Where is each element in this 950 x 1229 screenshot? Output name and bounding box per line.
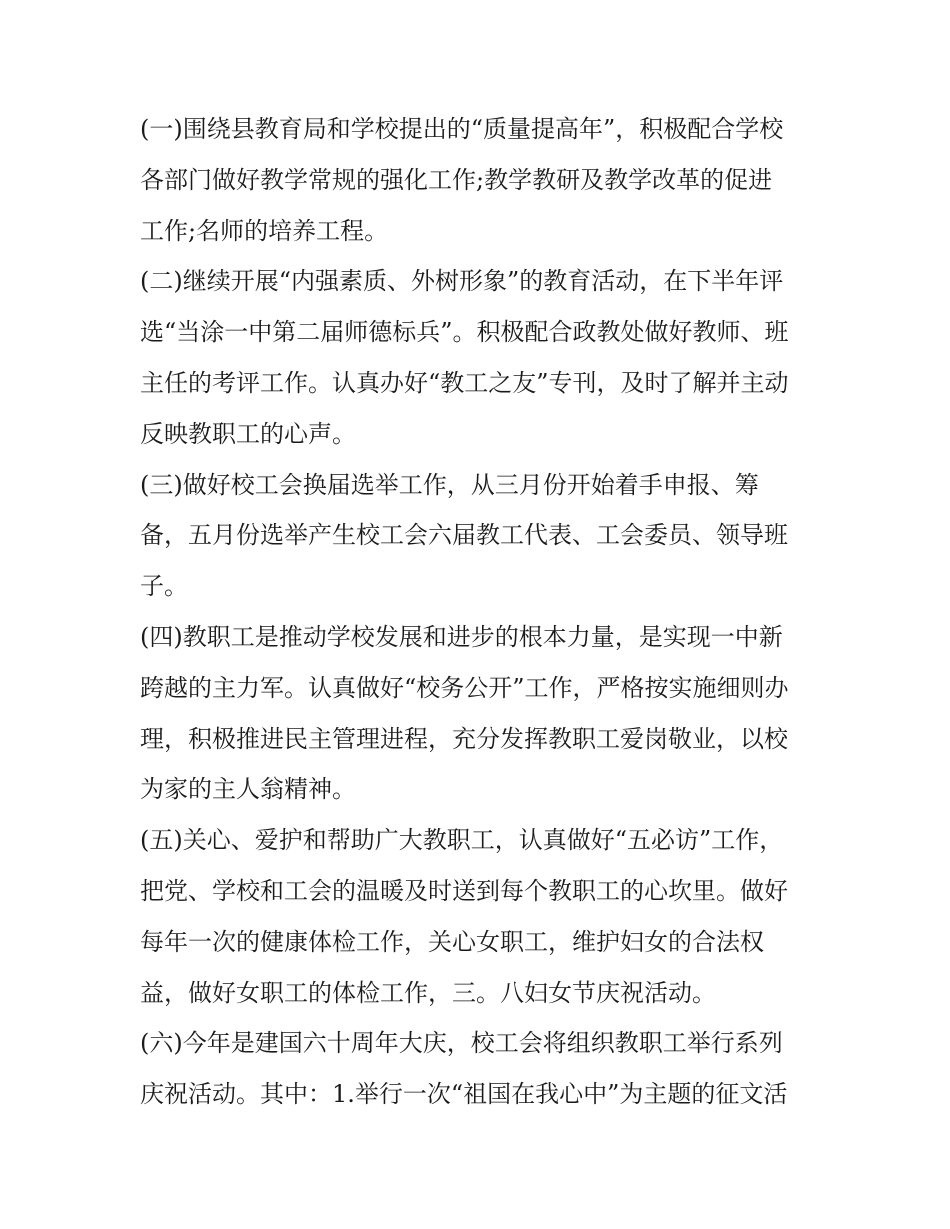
paragraph-5-line-2: 把党、学校和工会的温暖及时送到每个教职工的心坎里。做好 xyxy=(140,876,788,905)
paragraph-1-line-2: 各部门做好教学常规的强化工作;教学教研及教学改革的促进 xyxy=(140,165,773,194)
paragraph-4-line-1: (四)教职工是推动学校发展和进步的根本力量，是实现一中新 xyxy=(140,622,783,651)
paragraph-1-line-3: 工作;名师的培养工程。 xyxy=(140,216,389,245)
paragraph-1-line-1: (一)围绕县教育局和学校提出的“质量提高年”，积极配合学校 xyxy=(140,115,784,143)
paragraph-2-line-4: 反映教职工的心声。 xyxy=(140,419,356,448)
paragraph-5-line-1: (五)关心、爱护和帮助广大教职工，认真做好“五必访”工作， xyxy=(140,826,784,855)
paragraph-2-line-3: 主任的考评工作。认真办好“教工之友”专刊，及时了解并主动 xyxy=(140,368,789,397)
paragraph-3-line-3: 子。 xyxy=(140,572,188,601)
paragraph-6-line-2: 庆祝活动。其中：1.举行一次“祖国在我心中”为主题的征文活 xyxy=(140,1080,788,1109)
paragraph-4-line-4: 为家的主人翁精神。 xyxy=(140,775,356,804)
paragraph-3-line-2: 备，五月份选举产生校工会六届教工代表、工会委员、领导班 xyxy=(140,521,788,550)
document-body xyxy=(140,104,815,1120)
paragraph-5-line-4: 益，做好女职工的体检工作，三。八妇女节庆祝活动。 xyxy=(140,978,716,1007)
paragraph-5-line-3: 每年一次的健康体检工作，关心女职工，维护妇女的合法权 xyxy=(140,927,764,956)
paragraph-3-line-1: (三)做好校工会换届选举工作，从三月份开始着手申报、筹 xyxy=(140,470,759,499)
paragraph-4-line-2: 跨越的主力军。认真做好“校务公开”工作，严格按实施细则办 xyxy=(140,673,789,702)
paragraph-6-line-1: (六)今年是建国六十周年大庆，校工会将组织教职工举行系列 xyxy=(140,1029,783,1058)
paragraph-2-line-1: (二)继续开展“内强素质、外树形象”的教育活动，在下半年评 xyxy=(140,267,784,296)
paragraph-4-line-3: 理，积极推进民主管理进程，充分发挥教职工爱岗敬业，以校 xyxy=(140,724,788,753)
paragraph-2-line-2: 选“当涂一中第二届师德标兵”。积极配合政教处做好教师、班 xyxy=(140,318,789,347)
